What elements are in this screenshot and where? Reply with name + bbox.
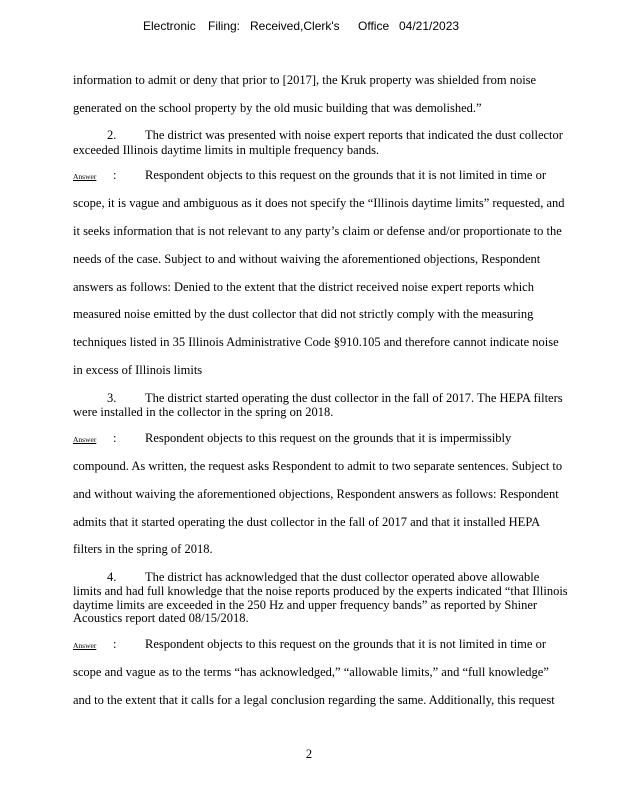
answer-text: and to the extent that it calls for a legal conclusion regarding the same. Additionally, this request [73,693,555,707]
text-line: information to admit or deny that prior to [2017], the Kruk property was shielded from noise [73,73,537,87]
request-text: Acoustics report dated 08/15/2018. [73,611,249,625]
page-number: 2 [305,747,313,761]
answer-text: in excess of Illinois limits [73,363,203,377]
request-text: exceeded Illinois daytime limits in multiple frequency bands. [73,143,380,157]
request-text: The district started operating the dust collector in the fall of 2017. The HEPA filters [145,391,563,405]
answer-text: Respondent objects to this request on the grounds that it is not limited in time or [145,168,546,182]
item-number: 3. [107,391,117,405]
header-filing: Filing: [208,19,241,33]
answer-text: and without waiving the aforementioned objections, Respondent answers as follows: Respondent [73,487,559,501]
header-received: Received,Clerk's [250,19,340,33]
answer-label: Answer [73,172,97,181]
answer-colon: : [113,637,117,651]
header-electronic: Electronic [143,19,196,33]
answer-text: techniques listed in 35 Illinois Administrative Code §910.105 and therefore cannot indicate noise [73,335,559,349]
answer-colon: : [113,168,117,182]
answer-text: it seeks information that is not relevant to any party’s claim or defense and/or proportionate to the [73,224,562,238]
request-text: The district was presented with noise expert reports that indicated the dust collector [145,128,563,142]
text-line: generated on the school property by the old music building that was demolished.” [73,101,482,115]
answer-text: scope, it is vague and ambiguous as it does not specify the “Illinois daytime limits” requested, and [73,196,565,210]
item-number: 4. [107,570,117,584]
answer-text: Respondent objects to this request on the grounds that it is not limited in time or [145,637,546,651]
answer-label: Answer [73,641,97,650]
answer-text: admits that it started operating the dust collector in the fall of 2017 and that it installed HEPA [73,515,541,529]
request-text: were installed in the collector in the spring on 2018. [73,405,334,419]
request-text: limits and had full knowledge that the noise reports produced by the experts indicated “that Illinois [73,584,568,598]
answer-text: scope and vague as to the terms “has acknowledged,” “allowable limits,” and “full knowledge” [73,665,549,679]
answer-text: Respondent objects to this request on the grounds that it is impermissibly [145,431,512,445]
request-text: daytime limits are exceeded in the 250 Hz and upper frequency bands” as reported by Shiner [73,598,538,612]
answer-colon: : [113,431,117,445]
filing-stamp-header [0,19,618,39]
answer-text: compound. As written, the request asks Respondent to admit to two separate sentences. Subject to [73,459,563,473]
item-number: 2. [107,128,117,142]
answer-label: Answer [73,435,97,444]
answer-text: answers as follows: Denied to the extent that the district received noise expert reports which [73,280,534,294]
answer-text: filters in the spring of 2018. [73,542,213,556]
request-text: The district has acknowledged that the dust collector operated above allowable [145,570,540,584]
header-office: Office [358,19,390,33]
header-date: 04/21/2023 [399,19,460,33]
answer-text: measured noise emitted by the dust collector that did not strictly comply with the measuring [73,307,534,321]
answer-text: needs of the case. Subject to and without waiving the aforementioned objections, Respondent [73,252,541,266]
